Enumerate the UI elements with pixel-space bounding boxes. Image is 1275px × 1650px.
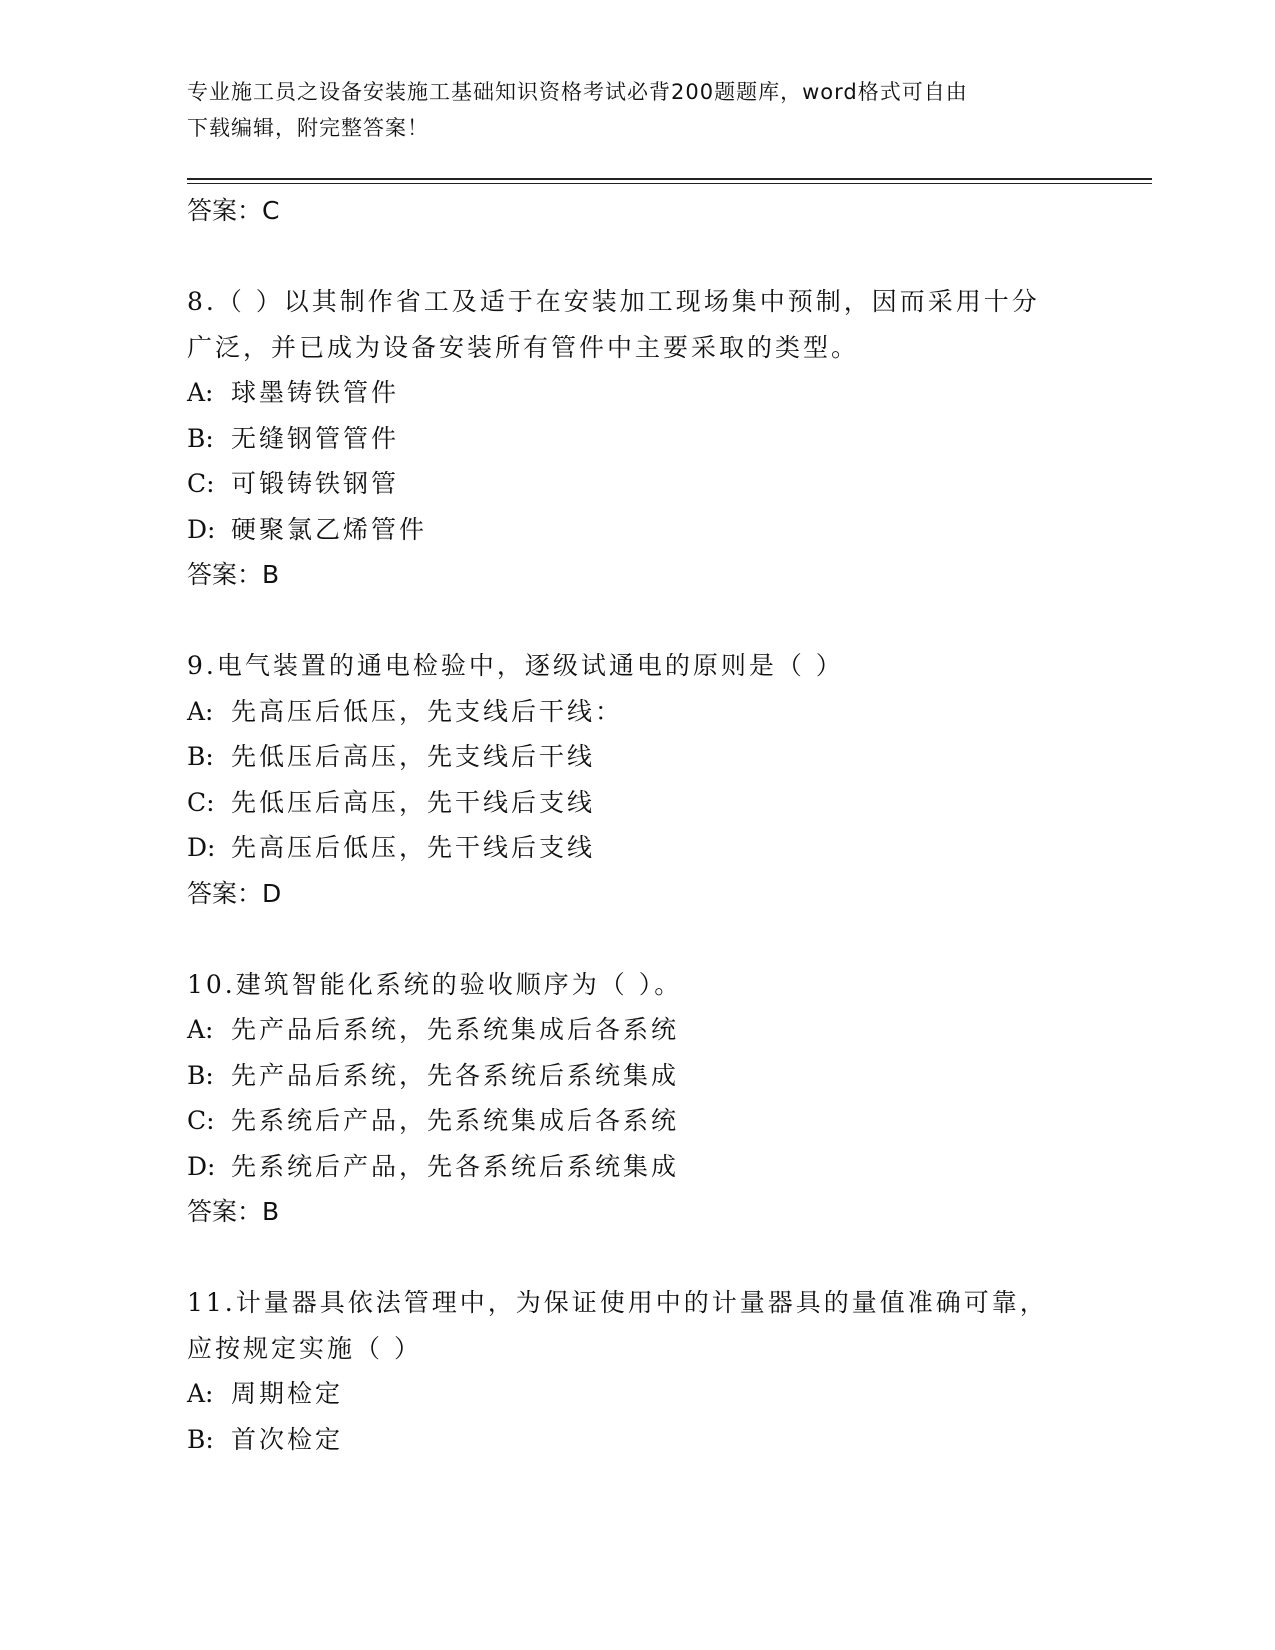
option-text: 首次检定 [231, 1424, 344, 1454]
option-letter: B: [187, 742, 214, 771]
option-letter: D: [187, 833, 216, 862]
option-c [187, 780, 1117, 826]
option-text: 无缝钢管管件 [231, 423, 400, 453]
option-b [187, 416, 1117, 462]
question-line: 8.（ ）以其制作省工及适于在安装加工现场集中预制，因而采用十分 [187, 287, 1040, 316]
question-text [187, 962, 1117, 1008]
option-a [187, 689, 1117, 735]
option-text: 可锻铸铁钢管 [231, 469, 400, 498]
option-b [187, 734, 1117, 780]
answer-label: 答案： [187, 560, 263, 589]
option-text: 硬聚氯乙烯管件 [231, 514, 428, 544]
question-text [187, 1280, 1117, 1371]
option-letter: D: [187, 1151, 216, 1181]
answer-value: D [262, 878, 282, 908]
option-text: 先系统后产品，先系统集成后各系统 [231, 1106, 680, 1135]
answer-value: C [262, 196, 280, 225]
option-text: 先低压后高压，先干线后支线 [231, 787, 596, 817]
question-block [187, 643, 1117, 916]
option-letter: A: [187, 378, 214, 407]
option-text: 先低压后高压，先支线后干线 [231, 742, 596, 771]
option-d [187, 507, 1117, 553]
option-d [187, 1144, 1117, 1190]
previous-answer [187, 188, 1117, 233]
answer-label: 答案： [187, 196, 263, 225]
answer [187, 871, 1117, 916]
header-line-1: 专业施工员之设备安装施工基础知识资格考试必背200题题库，word格式可自由 [187, 80, 968, 104]
question-line: 11.计量器具依法管理中，为保证使用中的计量器具的量值准确可靠， [187, 1288, 1048, 1317]
option-letter: B: [187, 1424, 214, 1454]
option-a [187, 1371, 1117, 1417]
option-text: 周期检定 [231, 1379, 344, 1408]
option-text: 先产品后系统，先系统集成后各系统 [231, 1015, 680, 1044]
option-letter: C: [187, 469, 215, 498]
header-divider-top [187, 178, 1152, 180]
option-text: 先高压后低压，先干线后支线 [231, 833, 596, 862]
option-a [187, 370, 1117, 416]
question-block [187, 1280, 1117, 1462]
option-b [187, 1417, 1117, 1463]
option-c [187, 461, 1117, 507]
option-a [187, 1007, 1117, 1053]
document-body [187, 188, 1117, 1462]
question-line: 9.电气装置的通电检验中，逐级试通电的原则是（ ） [187, 651, 844, 680]
option-c [187, 1098, 1117, 1144]
answer [187, 552, 1117, 597]
option-text: 先高压后低压，先支线后干线： [231, 696, 624, 726]
option-letter: B: [187, 423, 214, 453]
question-block [187, 962, 1117, 1235]
option-text: 先产品后系统，先各系统后系统集成 [231, 1060, 680, 1090]
option-letter: C: [187, 1106, 215, 1135]
question-text [187, 279, 1117, 370]
option-d [187, 825, 1117, 871]
answer-label: 答案： [187, 1197, 263, 1226]
answer-label: 答案： [187, 878, 263, 908]
answer [187, 1189, 1117, 1234]
option-text: 先系统后产品，先各系统后系统集成 [231, 1151, 680, 1181]
option-letter: A: [187, 696, 214, 726]
question-line: 广泛，并已成为设备安装所有管件中主要采取的类型。 [187, 332, 860, 362]
answer-value: B [262, 560, 280, 589]
option-letter: C: [187, 787, 215, 817]
question-text [187, 643, 1117, 689]
option-letter: A: [187, 1015, 214, 1044]
document-header [187, 74, 1067, 146]
option-b [187, 1053, 1117, 1099]
option-letter: D: [187, 514, 216, 544]
answer-value: B [262, 1197, 280, 1226]
option-text: 球墨铸铁管件 [231, 378, 400, 407]
header-line-2: 下载编辑，附完整答案！ [187, 116, 429, 140]
question-line: 10.建筑智能化系统的验收顺序为（ ）。 [187, 969, 683, 999]
header-divider-bottom [187, 183, 1152, 184]
option-letter: B: [187, 1060, 214, 1090]
option-letter: A: [187, 1379, 214, 1408]
question-block [187, 279, 1117, 597]
question-line: 应按规定实施（ ） [187, 1333, 422, 1363]
